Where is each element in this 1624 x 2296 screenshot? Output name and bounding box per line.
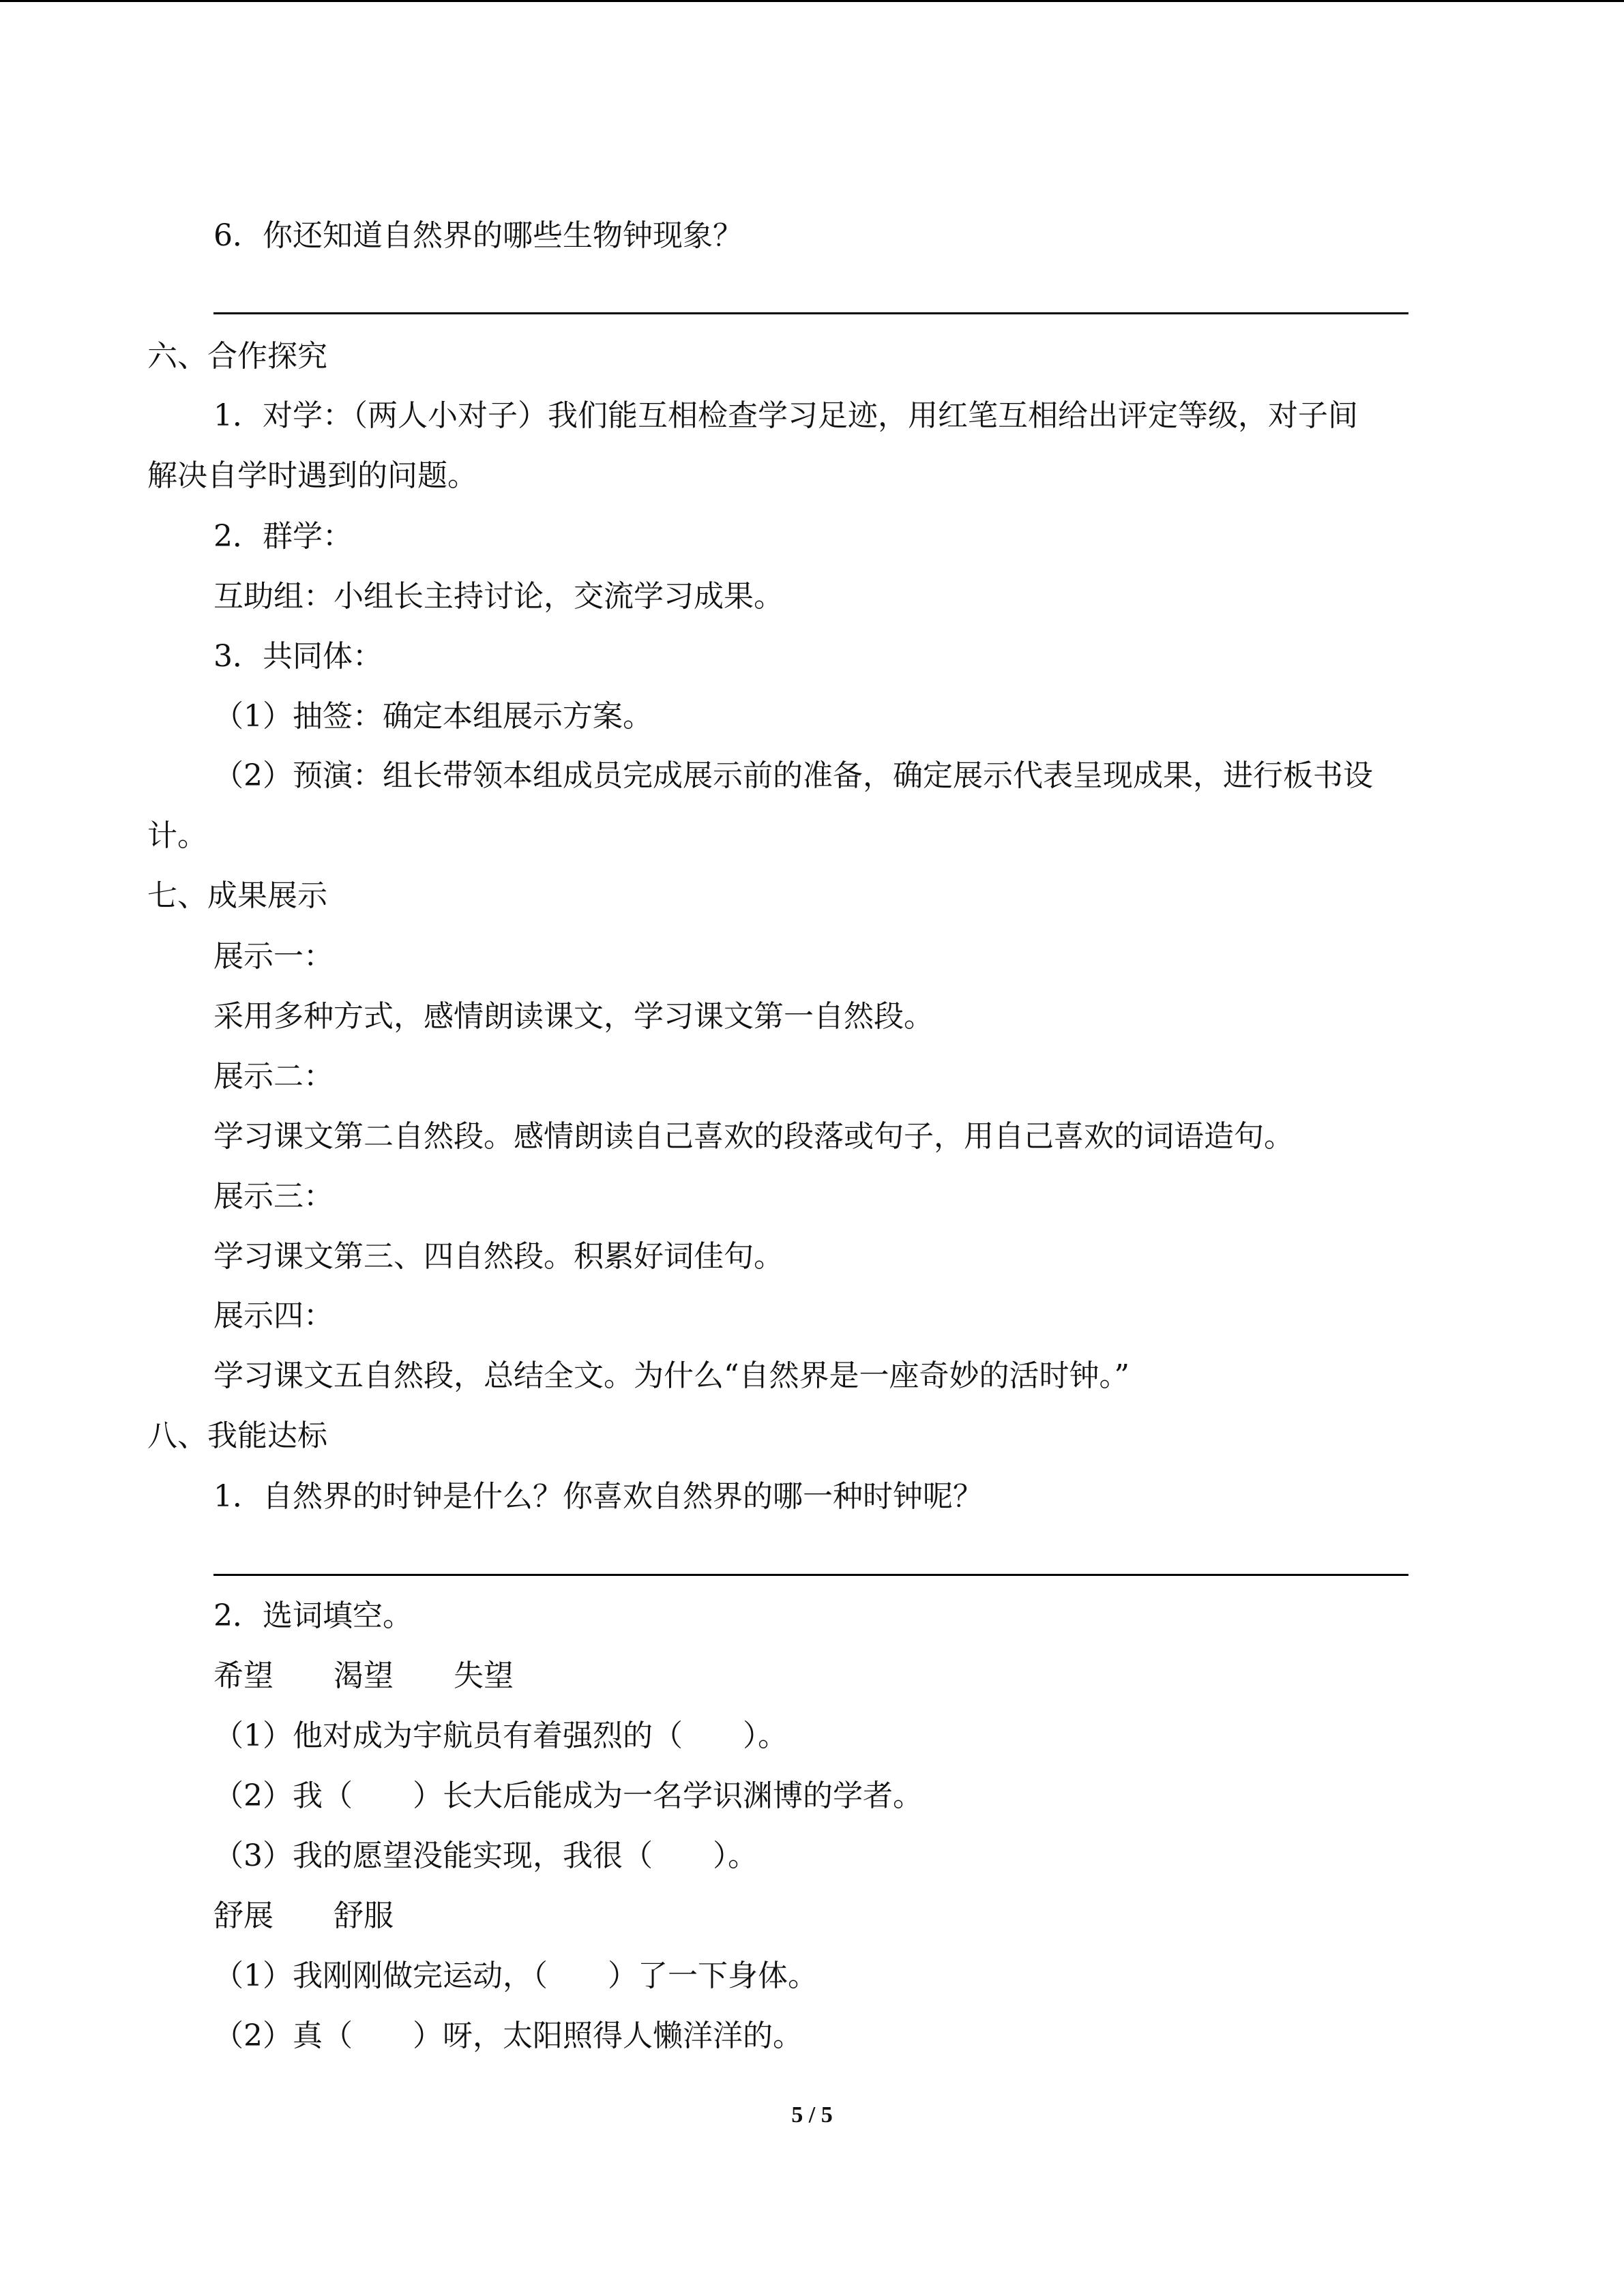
fill-blank-item: （2）真（ ）呀，太阳照得人懒洋洋的。 <box>213 2018 803 2053</box>
paragraph-line: 展示一： <box>213 939 334 974</box>
paragraph-line: 展示四： <box>213 1298 334 1333</box>
paragraph-line: （1）抽签：确定本组展示方案。 <box>213 699 653 734</box>
answer-blank-line[interactable] <box>213 312 1408 314</box>
question-6: 6．你还知道自然界的哪些生物钟现象？ <box>213 218 743 253</box>
word-options: 希望 渴望 失望 <box>213 1658 514 1693</box>
paragraph-line: 计。 <box>147 818 207 853</box>
paragraph-line: 学习课文第三、四自然段。积累好词佳句。 <box>213 1239 784 1274</box>
section-heading-8: 八、我能达标 <box>147 1418 327 1453</box>
paragraph-line: 展示二： <box>213 1059 334 1094</box>
paragraph-line: 学习课文第二自然段。感情朗读自己喜欢的段落或句子，用自己喜欢的词语造句。 <box>213 1119 1294 1154</box>
word-options: 舒展 舒服 <box>213 1898 394 1933</box>
paragraph-line: 互助组：小组长主持讨论，交流学习成果。 <box>213 579 784 614</box>
answer-blank-line[interactable] <box>213 1574 1408 1576</box>
page-number: 5 / 5 <box>791 2102 833 2128</box>
paragraph-line: 展示三： <box>213 1179 334 1214</box>
paragraph-line: 2．群学： <box>213 519 353 554</box>
paragraph-line: 2．选词填空。 <box>213 1598 413 1633</box>
paragraph-line: 1．自然界的时钟是什么？你喜欢自然界的哪一种时钟呢？ <box>213 1479 983 1514</box>
paragraph-line: 解决自学时遇到的问题。 <box>147 458 477 493</box>
fill-blank-item: （1）我刚刚做完运动，（ ）了一下身体。 <box>213 1958 818 1993</box>
paragraph-line: 3．共同体： <box>213 639 383 674</box>
paragraph-line: 采用多种方式，感情朗读课文，学习课文第一自然段。 <box>213 999 934 1034</box>
paragraph-line: 学习课文五自然段，总结全文。为什么“自然界是一座奇妙的活时钟。” <box>213 1358 1130 1393</box>
paragraph-line: 1．对学：（两人小对子）我们能互相检查学习足迹，用红笔互相给出评定等级，对子间 <box>213 398 1358 433</box>
section-heading-6: 六、合作探究 <box>147 339 327 374</box>
paragraph-line: （2）预演：组长带领本组成员完成展示前的准备，确定展示代表呈现成果，进行板书设 <box>213 758 1373 793</box>
fill-blank-item: （1）他对成为宇航员有着强烈的（ ）。 <box>213 1718 788 1753</box>
fill-blank-item: （3）我的愿望没能实现，我很（ ）。 <box>213 1838 758 1873</box>
fill-blank-item: （2）我（ ）长大后能成为一名学识渊博的学者。 <box>213 1778 923 1813</box>
section-heading-7: 七、成果展示 <box>147 878 327 913</box>
